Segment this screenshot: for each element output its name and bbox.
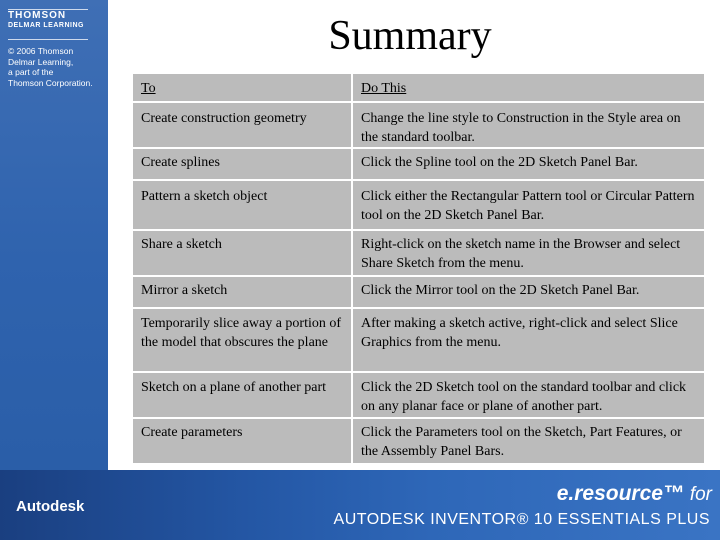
cell-to: Temporarily slice away a portion of the model that obscures the plane: [132, 308, 352, 372]
table-header-row: [132, 73, 705, 102]
copyright-notice: [8, 46, 106, 88]
brand-rule-top: [8, 9, 88, 10]
cell-do: Click the 2D Sketch tool on the standard toolbar and click on any planar face or plane of another part.: [352, 372, 705, 418]
brand-line1: THOMSON: [8, 10, 67, 21]
copyright-line: a part of the: [8, 67, 54, 77]
cell-do: Click the Mirror tool on the 2D Sketch Panel Bar.: [352, 276, 705, 308]
cell-do: After making a sketch active, right-click and select Slice Graphics from the menu.: [352, 308, 705, 372]
cell-do: Right-click on the sketch name in the Browser and select Share Sketch from the menu.: [352, 230, 705, 276]
cell-to: Share a sketch: [132, 230, 352, 276]
footer-band: [0, 470, 720, 540]
cell-to: Sketch on a plane of another part: [132, 372, 352, 418]
table-row: [132, 180, 705, 230]
cell-do: Click the Parameters tool on the Sketch, Part Features, or the Assembly Panel Bars.: [352, 418, 705, 464]
cell-to: Pattern a sketch object: [132, 180, 352, 230]
cell-do: Click either the Rectangular Pattern tool or Circular Pattern tool on the 2D Sketch Panel Bar.: [352, 180, 705, 230]
cell-to: Mirror a sketch: [132, 276, 352, 308]
table-row: [132, 230, 705, 276]
copyright-line: Delmar Learning,: [8, 56, 74, 67]
table-row: [132, 418, 705, 464]
summary-table: [131, 72, 706, 465]
copyright-line: © 2006 Thomson: [8, 46, 74, 56]
eresource-text: e.resource™: [556, 482, 684, 505]
cell-to: Create splines: [132, 148, 352, 180]
header-do-this: Do This: [352, 73, 705, 102]
header-to: To: [132, 73, 352, 102]
left-sidebar: [0, 0, 108, 470]
table-row: [132, 148, 705, 180]
table-row: [132, 308, 705, 372]
brand-rule-bottom: [8, 39, 88, 40]
cell-to: Create construction geometry: [132, 102, 352, 148]
slide-title: Summary: [328, 13, 492, 59]
table-row: [132, 372, 705, 418]
eresource-for: for: [689, 484, 712, 505]
cell-do: Click the Spline tool on the 2D Sketch Panel Bar.: [352, 148, 705, 180]
thomson-logo: [8, 10, 84, 29]
table-row: [132, 276, 705, 308]
cell-do: Change the line style to Construction in the Style area on the standard toolbar.: [352, 102, 705, 148]
table-row: [132, 102, 705, 148]
cell-to: Create parameters: [132, 418, 352, 464]
product-name: AUTODESK INVENTOR® 10 ESSENTIALS PLUS: [333, 511, 710, 528]
eresource-logo: [557, 482, 712, 506]
autodesk-logo: Autodesk: [16, 498, 85, 515]
copyright-line: Thomson Corporation.: [8, 77, 93, 88]
brand-line2: DELMAR LEARNING: [8, 22, 84, 29]
